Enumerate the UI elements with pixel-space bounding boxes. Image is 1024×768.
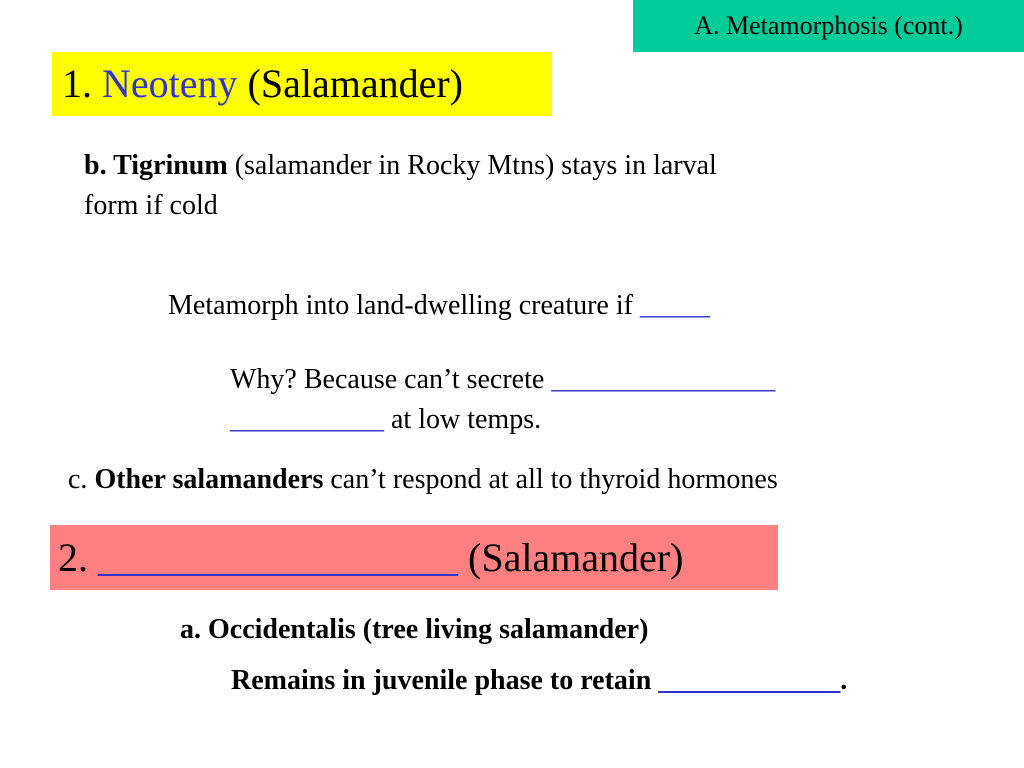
why-text-2: at low temps. bbox=[384, 404, 542, 435]
item-b-tigrinum bbox=[84, 146, 717, 226]
section-tag bbox=[633, 0, 1024, 52]
why-explanation bbox=[230, 360, 775, 440]
metamorph-statement bbox=[168, 286, 710, 326]
item-c-text: can’t respond at all to thyroid hormones bbox=[323, 464, 778, 495]
metamorph-blank: _____ bbox=[639, 290, 710, 321]
item-b-line-2: form if cold bbox=[84, 190, 218, 221]
why-line-1 bbox=[230, 360, 775, 400]
remains-line bbox=[231, 661, 847, 701]
why-blank-1: ________________ bbox=[551, 364, 776, 395]
heading-blank-salamander bbox=[50, 525, 778, 590]
section-tag-label: A. Metamorphosis (cont.) bbox=[694, 11, 963, 40]
remains-blank: _____________ bbox=[658, 665, 841, 696]
heading-2-number: 2. bbox=[58, 535, 88, 580]
why-text-1: Why? Because can’t secrete bbox=[230, 364, 552, 395]
heading-term: Neoteny bbox=[102, 61, 238, 106]
item-b-text-1: (salamander in Rocky Mtns) stays in larval bbox=[234, 150, 717, 181]
item-c-line bbox=[68, 460, 778, 500]
item-b-line-1 bbox=[84, 146, 717, 186]
remains-end: . bbox=[840, 665, 848, 696]
remains-text: Remains in juvenile phase to retain bbox=[231, 665, 659, 696]
item-a-text: a. Occidentalis (tree living salamander) bbox=[180, 614, 649, 645]
metamorph-text: Metamorph into land-dwelling creature if bbox=[168, 290, 640, 321]
heading-2-suffix: (Salamander) bbox=[468, 535, 684, 580]
metamorph-line bbox=[168, 286, 710, 326]
item-c-label: Other salamanders bbox=[94, 464, 324, 495]
item-b-label: b. Tigrinum bbox=[84, 150, 228, 181]
item-c-other-salamanders bbox=[68, 460, 778, 500]
heading-suffix: (Salamander) bbox=[247, 61, 463, 106]
heading-neoteny bbox=[52, 52, 552, 116]
heading-number: 1. bbox=[62, 61, 92, 106]
item-a-occidentalis bbox=[180, 610, 648, 650]
why-line-2 bbox=[230, 400, 775, 440]
heading-2-blank: __________________ bbox=[98, 535, 458, 580]
why-blank-2: ___________ bbox=[230, 404, 384, 435]
item-c-prefix: c. bbox=[68, 464, 95, 495]
remains-statement bbox=[231, 661, 847, 701]
